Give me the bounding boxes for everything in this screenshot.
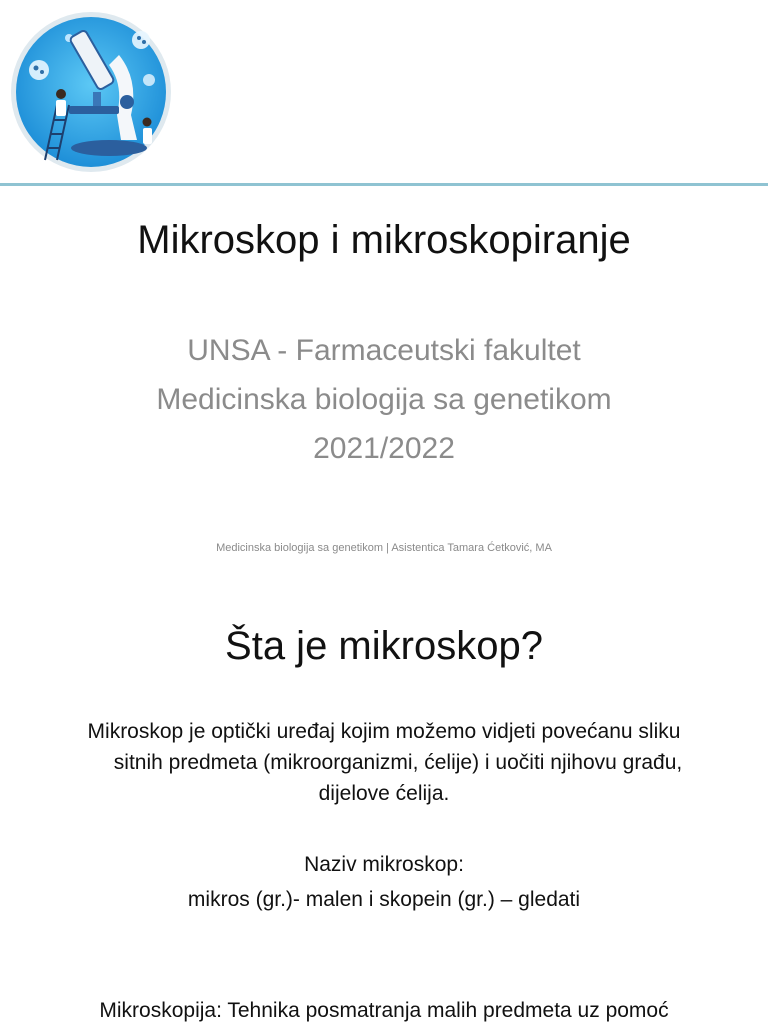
definition-line-1: Mikroskop je optički uređaj kojim možemo vidjeti povećanu sliku (87, 720, 681, 743)
section-heading: Šta je mikroskop? (225, 624, 543, 668)
microscope-logo-icon (9, 10, 173, 174)
slide-divider (0, 183, 768, 186)
subtitle-course: Medicinska biologija sa genetikom (156, 383, 612, 416)
slide-title: Mikroskop i mikroskopiranje (137, 218, 631, 262)
naziv-label: Naziv mikroskop: (304, 853, 464, 876)
etymology-text: mikros (gr.)- malen i skopein (gr.) – gledati (187, 888, 581, 911)
subtitle-year: 2021/2022 (313, 432, 455, 465)
definition-paragraph (0, 716, 768, 809)
definition-line-2: sitnih predmeta (mikroorganizmi, ćelije) i uočiti njihovu građu, (113, 751, 683, 774)
subtitle-faculty: UNSA - Farmaceutski fakultet (187, 334, 581, 367)
definition-line-3: dijelove ćelija. (318, 782, 450, 805)
mikroskopija-text: Mikroskopija: Tehnika posmatranja malih predmeta uz pomoć (99, 999, 669, 1022)
slide-footer: Medicinska biologija sa genetikom | Asistentica Tamara Ćetković, MA (216, 542, 552, 554)
